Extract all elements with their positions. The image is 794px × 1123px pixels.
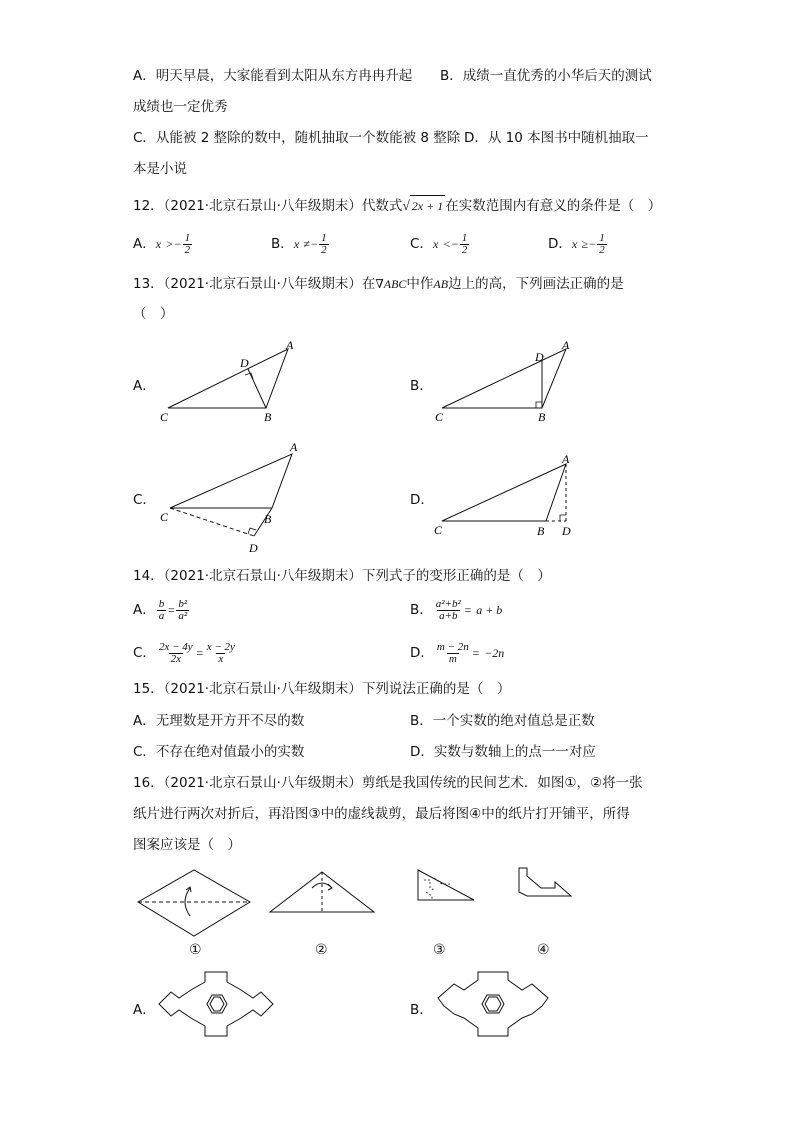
point-a: A xyxy=(290,440,298,454)
q15-option-a: A．无理数是开方开不尽的数 xyxy=(133,713,305,729)
q16-figure-2-label: ② xyxy=(315,942,328,958)
q13-option-c-label: C． xyxy=(133,492,156,508)
point-b: B xyxy=(537,524,545,538)
q12-radicand: 2x + 1 xyxy=(410,195,445,216)
q15-stem: 15．（2021·北京石景山·八年级期末）下列说法正确的是（ ） xyxy=(133,681,511,697)
point-b: B xyxy=(264,410,272,424)
point-a: A xyxy=(562,338,570,352)
q11-option-d-cont: 本是小说 xyxy=(133,161,187,177)
q13-option-a-label: A． xyxy=(133,378,156,394)
q15-option-b: B．一个实数的绝对值总是正数 xyxy=(410,713,595,729)
point-d: D xyxy=(240,356,249,370)
q11-option-b-cont: 成绩也一定优秀 xyxy=(133,99,228,115)
q13-option-d-label: D． xyxy=(410,492,434,508)
q14-option-b: B． $\frac{\text{a²+b²}}{a+b}$ = a + b xyxy=(410,597,503,622)
q12-option-a: A．x >− $\frac{1}{2}$ xyxy=(133,231,191,256)
q16-option-b-pattern xyxy=(432,966,557,1044)
point-d: D xyxy=(249,541,258,555)
point-c: C xyxy=(160,410,169,424)
q11-option-d: D．从 10 本图书中随机抽取一 xyxy=(464,130,649,146)
q16-stem: 16．（2021·北京石景山·八年级期末）剪纸是我国传统的民间艺术．如图①，②将一张 xyxy=(133,775,643,791)
q11-option-a: A．明天早晨，大家能看到太阳从东方冉冉升起 xyxy=(133,68,413,84)
q12-option-d: D．x ≥− $\frac{1}{2}$ xyxy=(548,231,605,256)
point-c: C xyxy=(160,510,169,524)
q14-option-c: C． $\frac{2x - 4y}{2x}$ = $\frac{x - 2y}{x}$ xyxy=(133,640,235,665)
q15-option-c: C．不存在绝对值最小的实数 xyxy=(133,744,305,760)
point-b: B xyxy=(264,512,272,526)
q16-figure-3 xyxy=(412,866,478,906)
q16-figure-4-label: ④ xyxy=(537,942,550,958)
q16-figure-4 xyxy=(513,864,575,904)
q13-stem-cont: （ ） xyxy=(133,306,174,322)
q16-option-a-pattern xyxy=(155,966,280,1044)
q12-option-b: B．x ≠− $\frac{1}{2}$ xyxy=(271,231,327,256)
q16-figure-1-label: ① xyxy=(189,942,202,958)
point-c: C xyxy=(435,410,444,424)
q11-option-b: B．成绩一直优秀的小华后天的测试 xyxy=(440,68,652,84)
point-d: D xyxy=(535,350,544,364)
q16-stem-cont: 纸片进行两次对折后，再沿图③中的虚线裁剪，最后将图④中的纸片打开铺平，所得 xyxy=(133,806,630,822)
q14-option-d: D． $\frac{m - 2n}{m}$ = −2n xyxy=(410,640,505,665)
q14-stem: 14．（2021·北京石景山·八年级期末）下列式子的变形正确的是（ ） xyxy=(133,568,551,584)
q13-figure-c xyxy=(150,440,310,558)
q13-figure-b xyxy=(428,335,588,430)
q12-option-c: C．x <− $\frac{1}{2}$ xyxy=(410,231,468,256)
q16-option-b-label: B． xyxy=(410,1002,433,1018)
q16-figure-1 xyxy=(134,866,256,944)
q16-figure-3-label: ③ xyxy=(433,942,446,958)
point-b: B xyxy=(538,410,546,424)
q16-option-a-label: A． xyxy=(133,1002,156,1018)
point-a: A xyxy=(286,338,294,352)
q11-option-c: C．从能被 2 整除的数中，随机抽取一个数能被 8 整除 xyxy=(133,130,461,146)
point-a: A xyxy=(562,452,570,466)
q13-stem: 13．（2021·北京石景山·八年级期末）在∇ABC中作AB边上的高，下列画法正确的是 xyxy=(133,276,624,292)
point-d: D xyxy=(562,524,571,538)
q12-stem: 12．（2021·北京石景山·八年级期末）代数式√ 2x + 1 在实数范围内有意义的条件是（ ） xyxy=(133,195,661,216)
q15-option-d: D．实数与数轴上的点一一对应 xyxy=(410,744,596,760)
q16-stem-cont2: 图案应该是（ ） xyxy=(133,837,241,853)
q14-option-a: A． $\frac{b}{a}$ = $\frac{\text{b²}}{\text{a²}}$ xyxy=(133,597,188,622)
point-c: C xyxy=(434,523,443,537)
q13-figure-a xyxy=(150,335,310,430)
q16-figure-2 xyxy=(266,866,378,916)
q13-option-b-label: B． xyxy=(410,378,433,394)
q13-figure-d xyxy=(428,450,593,545)
